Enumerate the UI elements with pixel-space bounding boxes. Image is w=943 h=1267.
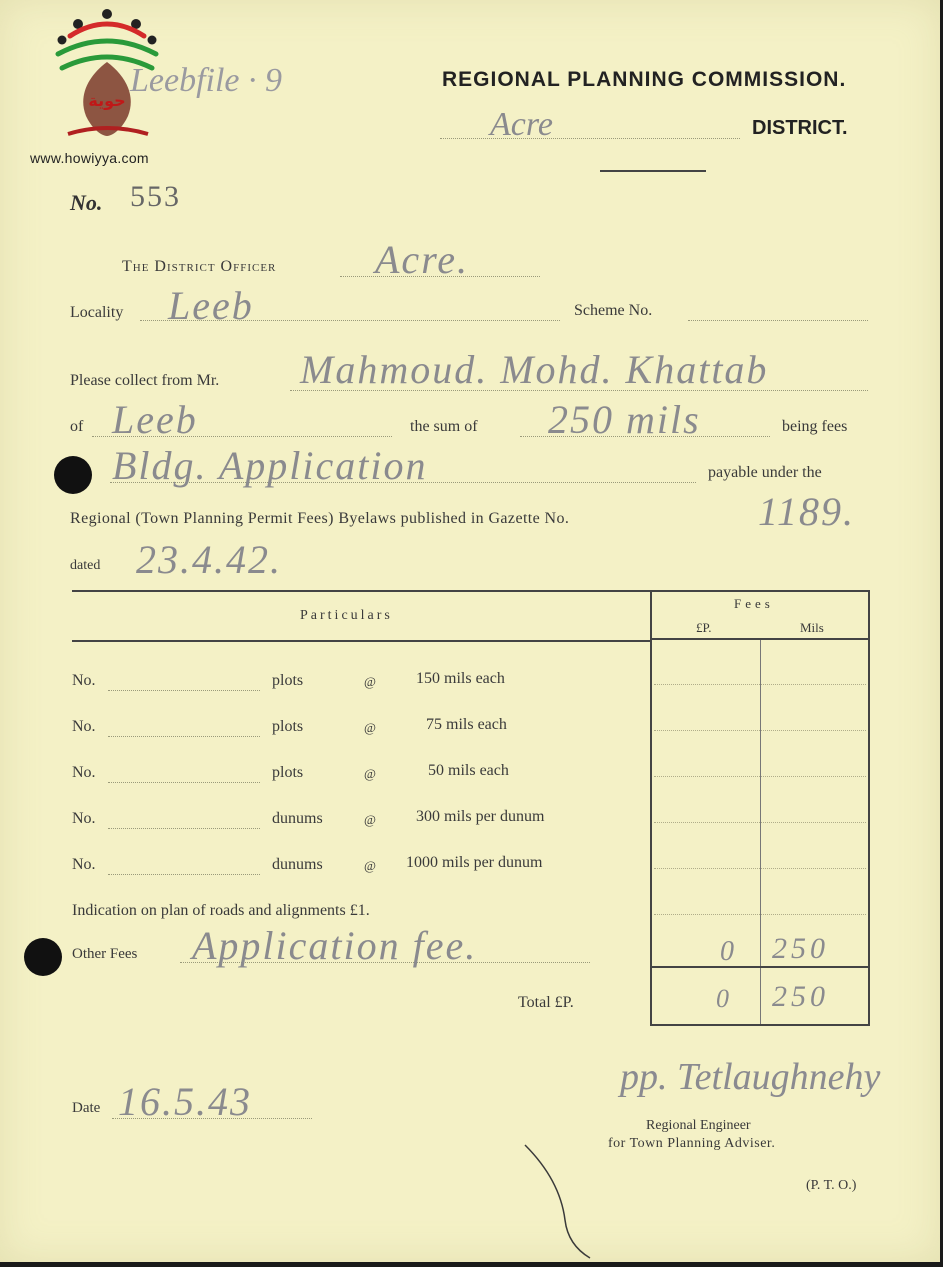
collect-value: Mahmoud. Mohd. Khattab xyxy=(300,347,769,392)
row-at: @ xyxy=(364,720,376,735)
payable-label: payable under the xyxy=(708,464,822,481)
row-unit: dunums xyxy=(272,810,323,827)
signatory-title-2: for Town Planning Adviser. xyxy=(608,1136,776,1151)
row-rate: 50 mils each xyxy=(428,762,509,779)
row-unit: dunums xyxy=(272,856,323,873)
district-handwritten: Acre xyxy=(490,106,553,143)
punch-hole xyxy=(54,456,92,494)
fee-row-guide xyxy=(654,684,866,685)
district-dotted-line xyxy=(440,138,740,139)
logo-arabic-text: حوية xyxy=(88,91,126,110)
fee-row-guide xyxy=(654,822,866,823)
other-fees-label: Other Fees xyxy=(72,946,138,962)
row-no-dotted xyxy=(108,874,260,875)
fee-row-guide xyxy=(654,776,866,777)
purpose-value: Bldg. Application xyxy=(112,443,428,488)
form-number-value: 553 xyxy=(130,180,181,213)
being-fees-label: being fees xyxy=(782,418,848,435)
other-fees-mils: 250 xyxy=(772,932,829,965)
fees-divider-total xyxy=(760,968,761,1024)
locality-label: Locality xyxy=(70,304,124,321)
locality-value: Leeb xyxy=(168,283,254,328)
top-scrawl: Leebfile · 9 xyxy=(130,62,283,99)
row-unit: plots xyxy=(272,672,304,689)
scheme-dotted-line xyxy=(688,320,868,321)
row-at: @ xyxy=(364,674,376,689)
row-no-label: No. xyxy=(72,718,96,735)
scheme-label: Scheme No. xyxy=(574,302,653,319)
row-unit: plots xyxy=(272,718,304,735)
fees-divider xyxy=(760,640,761,968)
sum-value: 250 mils xyxy=(548,397,701,442)
other-fees-lp: 0 xyxy=(720,936,734,967)
row-no-dotted xyxy=(108,736,260,737)
punch-hole xyxy=(24,938,62,976)
fees-header: Fees xyxy=(734,596,774,611)
dated-value: 23.4.42. xyxy=(136,537,282,582)
pto-label: (P. T. O.) xyxy=(806,1178,857,1193)
row-no-label: No. xyxy=(72,856,96,873)
form-number-label: No. xyxy=(70,190,103,215)
officer-label: The District Officer xyxy=(122,258,277,275)
gazette-number: 1189. xyxy=(758,489,856,534)
page-title: REGIONAL PLANNING COMMISSION. xyxy=(442,68,847,91)
fees-col-lp: £P. xyxy=(696,620,712,635)
row-at: @ xyxy=(364,812,376,827)
row-at: @ xyxy=(364,858,376,873)
row-rate: 75 mils each xyxy=(426,716,507,733)
fee-row-guide xyxy=(654,914,866,915)
of-value: Leeb xyxy=(112,397,198,442)
row-rate: 300 mils per dunum xyxy=(416,808,545,825)
row-at: @ xyxy=(364,766,376,781)
logo-url[interactable]: www.howiyya.com xyxy=(30,150,149,166)
row-no-dotted xyxy=(108,782,260,783)
row-no-label: No. xyxy=(72,672,96,689)
sum-label: the sum of xyxy=(410,418,478,435)
total-lp: 0 xyxy=(716,984,729,1013)
row-no-dotted xyxy=(108,828,260,829)
signature: pp. Tetlaughnehy xyxy=(620,1056,881,1098)
row-rate: 150 mils each xyxy=(416,670,505,687)
byelaws-text: Regional (Town Planning Permit Fees) Byelaws published in Gazette No. xyxy=(70,510,570,527)
of-label: of xyxy=(70,418,84,435)
pen-stroke xyxy=(520,1140,600,1260)
row-no-dotted xyxy=(108,690,260,691)
other-fees-value: Application fee. xyxy=(192,923,478,968)
dated-label: dated xyxy=(70,558,101,573)
particulars-header: Particulars xyxy=(300,608,393,623)
header-rule xyxy=(600,170,706,172)
date-label: Date xyxy=(72,1100,101,1116)
date-value: 16.5.43 xyxy=(118,1079,252,1124)
row-no-label: No. xyxy=(72,764,96,781)
officer-value: Acre. xyxy=(375,237,470,282)
total-label: Total £P. xyxy=(518,994,574,1011)
fees-total-rule xyxy=(650,966,870,968)
district-label: DISTRICT. xyxy=(752,117,848,139)
total-mils: 250 xyxy=(772,980,829,1013)
signatory-title-1: Regional Engineer xyxy=(646,1118,751,1133)
row-unit: plots xyxy=(272,764,304,781)
fee-row-guide xyxy=(654,868,866,869)
indication-row: Indication on plan of roads and alignments £1. xyxy=(72,902,370,919)
fee-row-guide xyxy=(654,730,866,731)
row-rate: 1000 mils per dunum xyxy=(406,854,543,871)
particulars-header-rule xyxy=(72,640,650,642)
collect-label: Please collect from Mr. xyxy=(70,372,220,389)
fees-col-mils: Mils xyxy=(800,620,824,635)
row-no-label: No. xyxy=(72,810,96,827)
